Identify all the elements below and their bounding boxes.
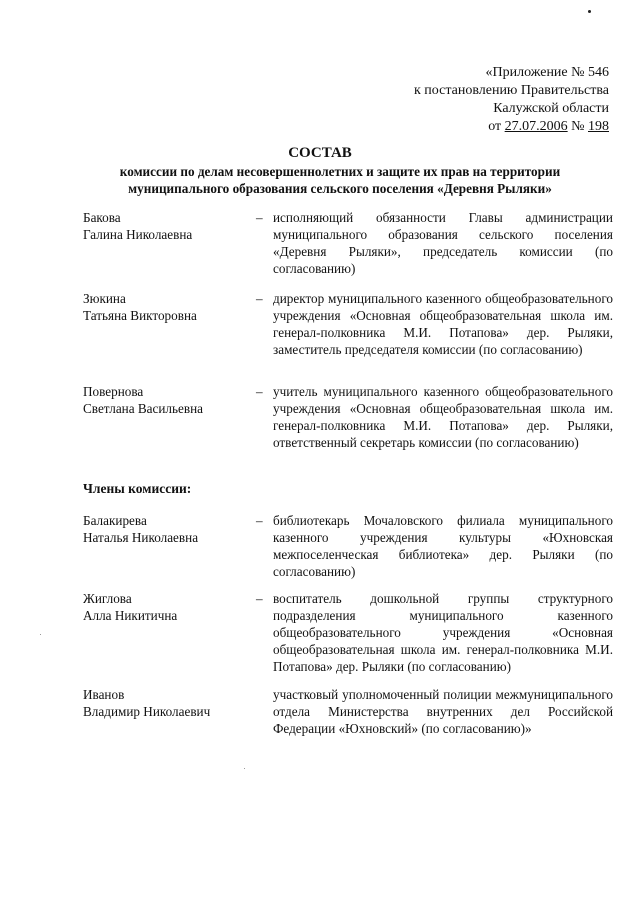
dash-separator: –	[256, 291, 263, 306]
person-surname: Иванов	[83, 687, 125, 702]
person-given-name: Владимир Николаевич	[83, 704, 211, 719]
person-surname: Балакирева	[83, 513, 147, 528]
dash-separator: –	[256, 513, 263, 528]
person-role: директор муниципального казенного общеобразовательного учреждения «Основная общеобразовательная школа им. генерал-полковника М.И. Потапова» дер. Рыляки, заместитель председателя комиссии (по согласованию)	[273, 291, 613, 357]
appendix-line-1: «Приложение № 546	[485, 65, 609, 80]
commission-entry	[83, 686, 613, 737]
person-given-name: Наталья Николаевна	[83, 530, 199, 545]
appendix-number: 198	[588, 119, 609, 134]
appendix-number-sign: №	[567, 119, 588, 134]
person-role: библиотекарь Мочаловского филиала муниципального казенного учреждения культуры «Юхновская межпоселенческая библиотека» дер. Рыляки (по согласованию)	[273, 513, 613, 579]
person-given-name: Галина Николаевна	[83, 227, 193, 242]
person-surname: Бакова	[83, 210, 121, 225]
scan-dot-mark	[588, 10, 591, 13]
appendix-line-3: Калужской области	[493, 101, 609, 116]
document-subtitle	[60, 163, 620, 197]
person-role: учитель муниципального казенного общеобразовательного учреждения «Основная общеобразовательная школа им. генерал-полковника М.И. Потапова» дер. Рыляки, ответственный секретарь комиссии (по согласованию)	[273, 384, 613, 450]
person-name	[83, 209, 253, 243]
person-role: исполняющий обязанности Главы администрации муниципального образования сельского поселения «Деревня Рыляки», председатель комиссии (по согласованию)	[273, 210, 613, 276]
commission-entry	[83, 209, 613, 277]
person-surname: Повернова	[83, 384, 144, 399]
person-name	[83, 290, 253, 324]
dash-separator: –	[256, 591, 263, 606]
commission-entry	[83, 512, 613, 580]
person-name	[83, 590, 253, 624]
person-surname: Зюкина	[83, 291, 126, 306]
commission-entry	[83, 590, 613, 675]
appendix-date: 27.07.2006	[504, 119, 568, 134]
scan-speck	[40, 634, 41, 635]
commission-entry	[83, 383, 613, 451]
subtitle-line-1: комиссии по делам несовершеннолетних и защите их прав на территории	[119, 164, 561, 179]
person-surname: Жиглова	[83, 591, 132, 606]
appendix-header	[414, 64, 609, 136]
appendix-line-4	[414, 118, 609, 136]
person-name	[83, 686, 253, 720]
person-role: участковый уполномоченный полиции межмуниципального отдела Министерства внутренних дел Российской Федерации «Юхновский» (по согласованию)»	[273, 687, 613, 736]
person-role: воспитатель дошкольной группы структурного подразделения муниципального казенного общеобразовательного учреждения «Основная общеобразовательная школа им. генерал-полковника М.И. Потапова» дер. Рыляки (по согласованию)	[273, 591, 613, 674]
person-name	[83, 383, 253, 417]
document-title: СОСТАВ	[288, 145, 352, 161]
dash-separator: –	[256, 384, 263, 399]
members-heading: Члены комиссии:	[83, 481, 192, 496]
person-given-name: Татьяна Викторовна	[83, 308, 197, 323]
appendix-line-2: к постановлению Правительства	[413, 83, 609, 98]
scan-speck	[244, 768, 245, 769]
person-given-name: Светлана Васильевна	[83, 401, 204, 416]
person-given-name: Алла Никитична	[83, 608, 178, 623]
dash-separator: –	[256, 210, 263, 225]
subtitle-line-2: муниципального образования сельского поселения «Деревня Рыляки»	[128, 181, 552, 196]
commission-entry	[83, 290, 613, 358]
person-name	[83, 512, 253, 546]
appendix-date-prefix: от	[488, 119, 505, 134]
